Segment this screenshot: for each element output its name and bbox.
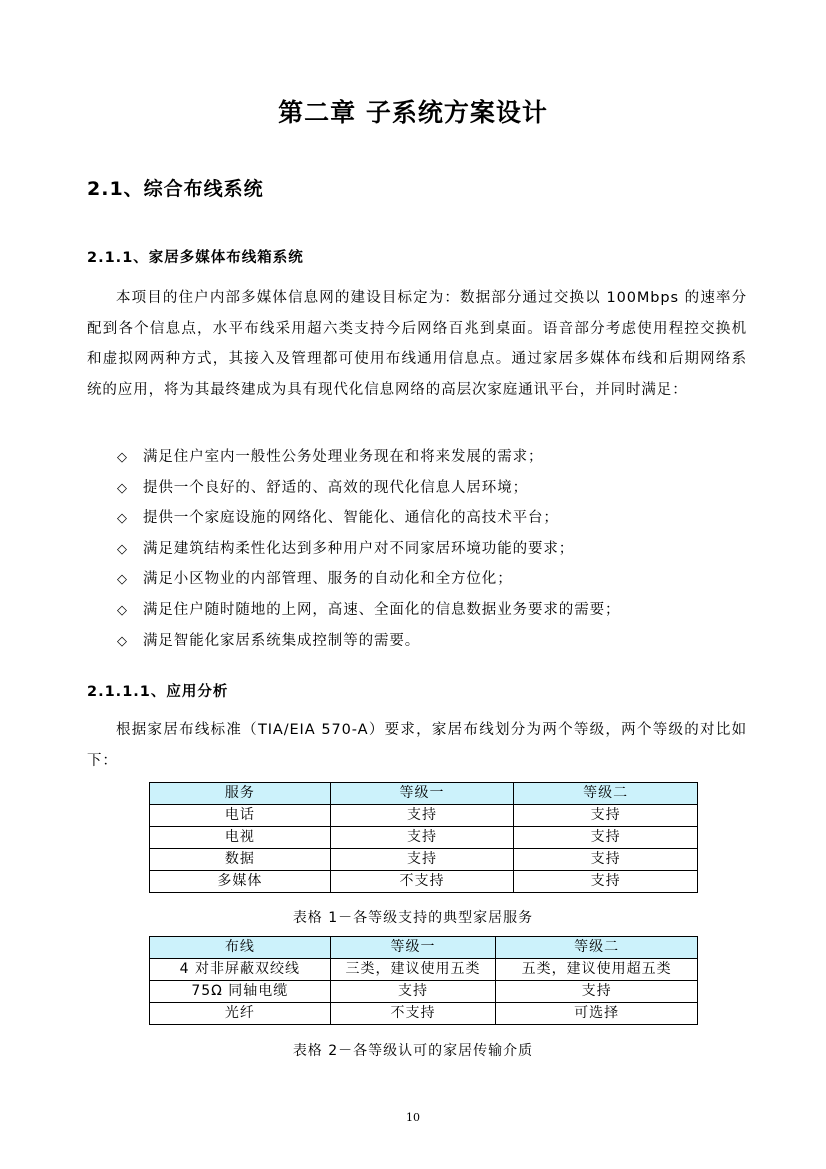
table-cell: 支持 [514,871,698,893]
table-row [150,959,698,981]
diamond-bullet-icon: ◇ [117,511,128,527]
table-cell: 不支持 [330,871,514,893]
chapter-title: 第二章 子系统方案设计 [278,98,548,127]
table-cell: 支持 [514,805,698,827]
section-heading-2-1-1: 2.1.1、家居多媒体布线箱系统 [87,250,304,266]
column-header: 等级二 [514,783,698,805]
table-row [150,1003,698,1025]
table2-caption: 表格 2－各等级认可的家居传输介质 [292,1043,534,1059]
list-item-text: 满足智能化家居系统集成控制等的需要。 [143,632,421,649]
table-cell: 不支持 [330,1003,496,1025]
column-header: 服务 [150,783,331,805]
transmission-media-table [149,936,698,1025]
list-item [117,503,620,534]
table-header-row [150,937,698,959]
table-cell: 三类，建议使用五类 [330,959,496,981]
service-levels-table [149,782,698,893]
table-cell: 支持 [514,849,698,871]
table1-caption: 表格 1－各等级支持的典型家居服务 [292,910,534,926]
table-row [150,805,698,827]
diamond-bullet-icon: ◇ [117,633,128,649]
section-heading-2-1-1-1: 2.1.1.1、应用分析 [87,684,229,700]
table-cell: 可选择 [496,1003,698,1025]
table-cell: 支持 [330,849,514,871]
list-item [117,595,620,626]
column-header: 布线 [150,937,331,959]
list-item-text: 满足建筑结构柔性化达到多种用户对不同家居环境功能的要求； [143,540,575,557]
requirement-list [117,442,620,656]
list-item-text: 满足小区物业的内部管理、服务的自动化和全方位化； [143,571,513,588]
table-row [150,827,698,849]
table-cell: 支持 [330,805,514,827]
list-item [117,564,620,595]
intro-paragraph: 本项目的住户内部多媒体信息网的建设目标定为：数据部分通过交换以 100Mbps 的速率分配到各个信息点，水平布线采用超六类支持今后网络百兆到桌面。语音部分考虑使用程控交换机和虚拟网两种方式，其接入及管理都可使用布线通用信息点。通过家居多媒体布线和后期网络系统的应用，将为其最终建成为具有现代化信息网络的高层次家庭通讯平台，并同时满足： [87,290,747,398]
list-item [117,626,620,657]
table-header-row [150,783,698,805]
list-item-text: 提供一个家庭设施的网络化、智能化、通信化的高技术平台； [143,510,559,527]
column-header: 等级一 [330,937,496,959]
list-item [117,442,620,473]
table-cell: 支持 [330,981,496,1003]
table-cell: 4 对非屏蔽双绞线 [150,959,331,981]
page-number: 10 [406,1111,420,1124]
list-item [117,473,620,504]
section-heading-2-1: 2.1、综合布线系统 [87,178,264,200]
table-cell: 电视 [150,827,331,849]
table-row [150,871,698,893]
list-item-text: 提供一个良好的、舒适的、高效的现代化信息人居环境； [143,479,528,496]
table-cell: 数据 [150,849,331,871]
table-cell: 光纤 [150,1003,331,1025]
table-cell: 电话 [150,805,331,827]
diamond-bullet-icon: ◇ [117,450,128,465]
diamond-bullet-icon: ◇ [117,572,128,588]
table-cell: 支持 [496,981,698,1003]
list-item [117,534,620,565]
column-header: 等级二 [496,937,698,959]
list-item-text: 满足住户随时随地的上网，高速、全面化的信息数据业务要求的需要； [143,601,621,618]
diamond-bullet-icon: ◇ [117,602,128,618]
table-row [150,849,698,871]
diamond-bullet-icon: ◇ [117,541,128,557]
table-cell: 支持 [330,827,514,849]
list-item-text: 满足住户室内一般性公务处理业务现在和将来发展的需求； [143,449,544,465]
table-cell: 75Ω 同轴电缆 [150,981,331,1003]
table-cell: 支持 [514,827,698,849]
diamond-bullet-icon: ◇ [117,480,128,496]
table-cell: 五类，建议使用超五类 [496,959,698,981]
analysis-paragraph: 根据家居布线标准（TIA/EIA 570-A）要求，家居布线划分为两个等级，两个等级的对比如下： [87,722,747,769]
table-cell: 多媒体 [150,871,331,893]
table-row [150,981,698,1003]
column-header: 等级一 [330,783,514,805]
